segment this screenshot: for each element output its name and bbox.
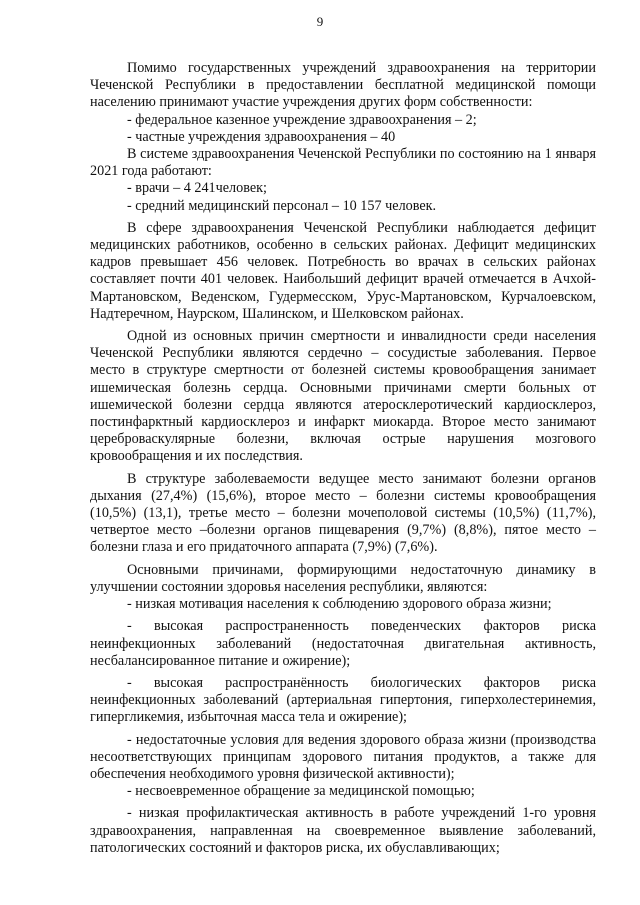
paragraph-staff-intro: В системе здравоохранения Чеченской Республики по состоянию на 1 января 2021 года работают:	[90, 146, 596, 180]
paragraph-morbidity-structure: В структуре заболеваемости ведущее место занимают болезни органов дыхания (27,4%) (15,6%), второе место – болезни системы кровообращения (10,5%) (13,1), третье место – болезни мочеполовой системы (10,5%) (11,7%), четвертое место –болезни органов пищеварения (9,7%) (8,8%), пятое место – болезни глаза и его придаточного аппарата (7,9%) (7,6%).	[90, 470, 596, 556]
list-item-biological-risk: - высокая распространённость биологических факторов риска неинфекционных заболеваний (артериальная гипертония, гиперхолестеринемия, гипергликемия, избыточная масса тела и ожирение);	[90, 674, 596, 726]
document-body	[90, 60, 596, 857]
list-item-lifestyle-conditions: - недостаточные условия для ведения здорового образа жизни (производства несоответствующих принципам здорового питания продуктов, а также для обеспечения необходимого уровня физической активности);	[90, 731, 596, 782]
page-number: 9	[316, 14, 324, 29]
list-item-low-prevention: - низкая профилактическая активность в работе учреждений 1-го уровня здравоохранения, направленная на своевременное выявление заболеваний, патологических состояний и факторов риска, их обуславливающих;	[90, 805, 596, 856]
list-item-federal-institutions: - федеральное казенное учреждение здравоохранения – 2;	[127, 111, 477, 128]
list-item-low-motivation: - низкая мотивация населения к соблюдению здорового образа жизни;	[127, 596, 552, 613]
paragraph-staff-shortage: В сфере здравоохранения Чеченской Республики наблюдается дефицит медицинских работников, особенно в сельских районах. Дефицит медицинских кадров превышает 456 человек. Потребность во врачах в сельских районах составляет почти 401 человек. Наибольший дефицит врачей отмечается в Ачхой-Мартановском, Веденском, Гудермесском, Урус-Мартановском, Курчалоевском, Надтеречном, Наурском, Шалинском, и Шелковском районах.	[90, 219, 596, 322]
list-item-late-treatment: - несвоевременное обращение за медицинской помощью;	[127, 783, 475, 800]
paragraph-healthcare-ownership: Помимо государственных учреждений здравоохранения на территории Чеченской Республики в предоставлении бесплатной медицинской помощи населению принимают участие учреждения других форм собственности:	[90, 60, 596, 111]
list-item-doctors: - врачи – 4 241человек;	[127, 180, 267, 197]
paragraph-cardiovascular: Одной из основных причин смертности и инвалидности среди населения Чеченской Республики являются сердечно – сосудистые заболевания. Первое место в структуре смертности от болезней системы кровообращения занимает ишемическая болезнь сердца. Основными причинами смерти больных от ишемической болезни сердца являются атеросклеротический кардиосклероз, постинфарктный кардиосклероз и инфаркт миокарда. Второе место занимают цереброваскулярные болезни, включая острые нарушения мозгового кровообращения и их последствия.	[90, 328, 596, 465]
paragraph-main-causes: Основными причинами, формирующими недостаточную динамику в улучшении состоянии здоровья населения республики, являются:	[90, 561, 596, 595]
list-item-nurses: - средний медицинский персонал – 10 157 человек.	[127, 197, 437, 214]
list-item-private-institutions: - частные учреждения здравоохранения – 40	[127, 128, 396, 145]
list-item-behavioral-risk: - высокая распространенность поведенческих факторов риска неинфекционных заболеваний (недостаточная двигательная активность, несбалансированное питание и ожирение);	[90, 618, 596, 669]
